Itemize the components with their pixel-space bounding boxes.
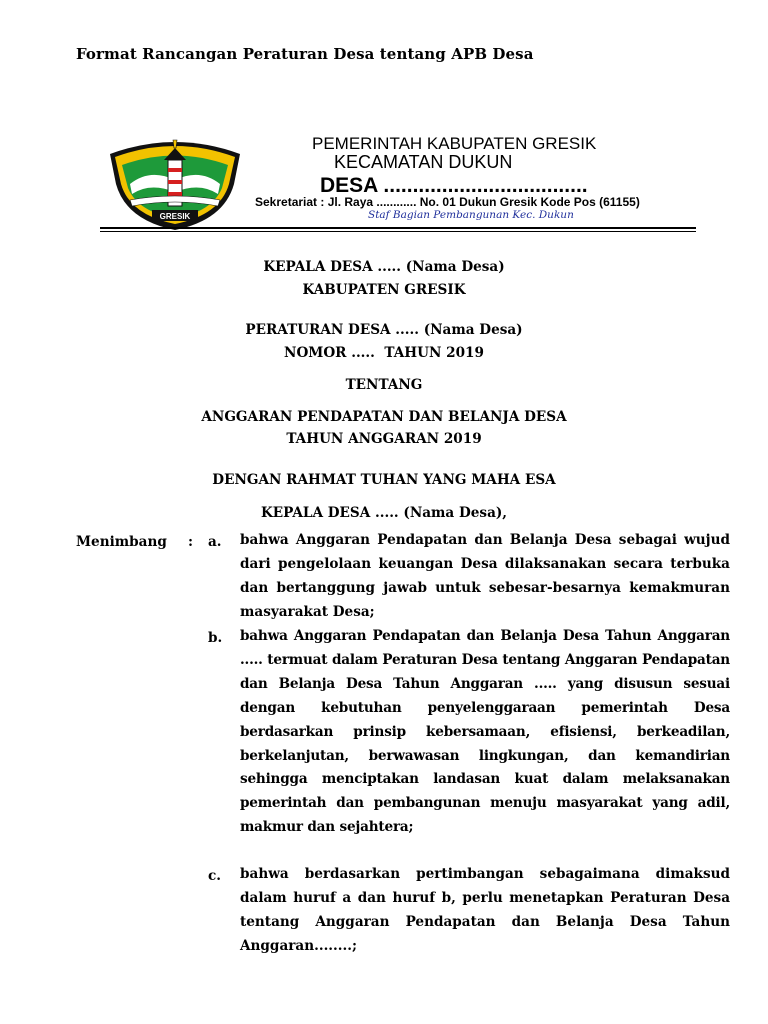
heading-kabupaten: KABUPATEN GRESIK [302, 282, 466, 298]
heading-title-line2: TAHUN ANGGARAN 2019 [286, 431, 482, 447]
menimbang-item-letter: b. [208, 630, 223, 646]
menimbang-item-text: bahwa Anggaran Pendapatan dan Belanja Desa sebagai wujud dari pengelolaan keuangan Desa dilaksanakan secara terbuka dan bertanggung jawab untuk sebesar-besarnya kemakmuran masyarakat Desa; [240, 532, 730, 620]
format-title: Format Rancangan Peraturan Desa tentang APB Desa [76, 45, 534, 63]
heading-peraturan: PERATURAN DESA ..... (Nama Desa) [245, 322, 523, 338]
menimbang-item-text: bahwa berdasarkan pertimbangan sebagaimana dimaksud dalam huruf a dan huruf b, perlu menetapkan Peraturan Desa tentang Anggaran Pendapatan dan Belanja Desa Tahun Anggaran........; [240, 866, 730, 954]
letterhead-government: PEMERINTAH KABUPATEN GRESIK [312, 134, 597, 153]
heading-kepala-desa-2: KEPALA DESA ..... (Nama Desa), [260, 505, 508, 521]
menimbang-label: Menimbang [76, 534, 167, 550]
heading-kepala-desa: KEPALA DESA ..... (Nama Desa) [263, 259, 505, 275]
heading-tentang: TENTANG [345, 377, 423, 393]
letterhead-staff-note: Staf Bagian Pembangunan Kec. Dukun [368, 209, 574, 221]
letterhead-address: Sekretariat : Jl. Raya ............ No. 01 Dukun Gresik Kode Pos (61155) [255, 195, 640, 209]
letterhead-divider-thin [100, 231, 696, 232]
letterhead-district: KECAMATAN DUKUN [334, 152, 513, 172]
letterhead-divider-thick [100, 227, 696, 229]
heading-nomor: NOMOR ..... TAHUN 2019 [284, 345, 484, 361]
menimbang-item-letter: a. [208, 534, 222, 550]
heading-rahmat: DENGAN RAHMAT TUHAN YANG MAHA ESA [212, 472, 556, 488]
logo-label: GRESIK [159, 212, 191, 221]
gresik-emblem-logo [100, 132, 250, 232]
letterhead-village: DESA ................................... [320, 174, 588, 197]
menimbang-colon: : [188, 534, 194, 550]
menimbang-item-letter: c. [208, 868, 222, 884]
heading-title-line1: ANGGARAN PENDAPATAN DAN BELANJA DESA [201, 409, 567, 425]
menimbang-item-text: bahwa Anggaran Pendapatan dan Belanja Desa Tahun Anggaran ..... termuat dalam Peraturan Desa tentang Anggaran Pendapatan dan Belanja Desa Tahun Anggaran ..... yang disusun sesuai dengan kebutuhan penyelenggaraan pemerintah Desa berdasarkan prinsip kebersamaan, efisiensi, berkeadilan, berkelanjutan, berwawasan lingkungan, dan kemandirian sehingga menciptakan landasan kuat dalam melaksanakan pemerintah dan pembangunan menuju masyarakat yang adil, makmur dan sejahtera; [240, 628, 730, 836]
